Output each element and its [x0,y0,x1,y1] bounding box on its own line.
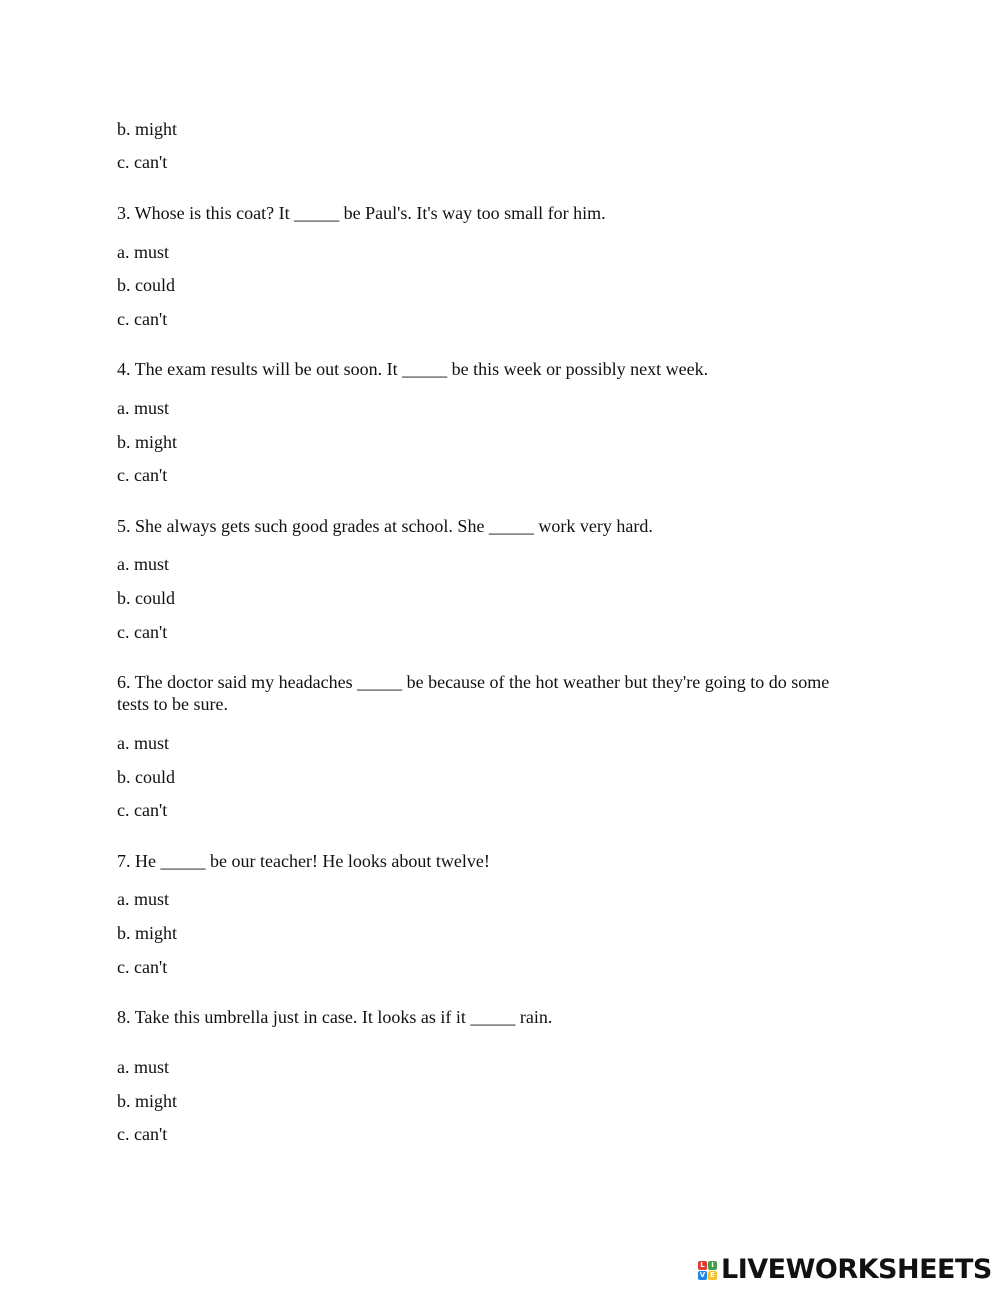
answer-option: b. might [117,119,178,139]
answer-option: b. could [117,275,175,295]
answer-option: a. must [117,554,169,574]
answer-option: a. must [117,733,169,753]
answer-option: b. might [117,432,178,452]
answer-option: c. can't [117,465,168,485]
question-text: 8. Take this umbrella just in case. It looks as if it _____ rain. [117,1007,553,1027]
logo-wordmark: LIVEWORKSHEETS [721,1254,992,1285]
answer-option: b. might [117,1091,178,1111]
answer-option: c. can't [117,957,168,977]
liveworksheets-mark-icon [698,1261,717,1280]
question-text: 3. Whose is this coat? It _____ be Paul's. It's way too small for him. [117,203,606,223]
answer-option: a. must [117,889,169,909]
answer-option: c. can't [117,800,168,820]
answer-option: c. can't [117,622,168,642]
answer-option: b. might [117,923,178,943]
answer-option: a. must [117,242,169,262]
question-text: 6. The doctor said my headaches _____ be because of the hot weather but they're going to do some tests to be sure. [117,672,830,714]
answer-option: a. must [117,398,169,418]
answer-option: b. could [117,767,175,787]
question-text: 7. He _____ be our teacher! He looks about twelve! [117,851,490,871]
answer-option: c. can't [117,1124,168,1144]
answer-option: a. must [117,1057,169,1077]
liveworksheets-logo [698,1255,992,1285]
logo-mark-v: V [699,1270,706,1279]
logo-mark-e: E [708,1271,717,1280]
logo-mark-l: L [698,1261,707,1270]
question-text: 5. She always gets such good grades at school. She _____ work very hard. [117,516,653,536]
question-text: 4. The exam results will be out soon. It _____ be this week or possibly next week. [117,359,709,379]
answer-option: c. can't [117,152,168,172]
logo-mark-i: I [708,1261,717,1270]
answer-option: b. could [117,588,175,608]
answer-option: c. can't [117,309,168,329]
